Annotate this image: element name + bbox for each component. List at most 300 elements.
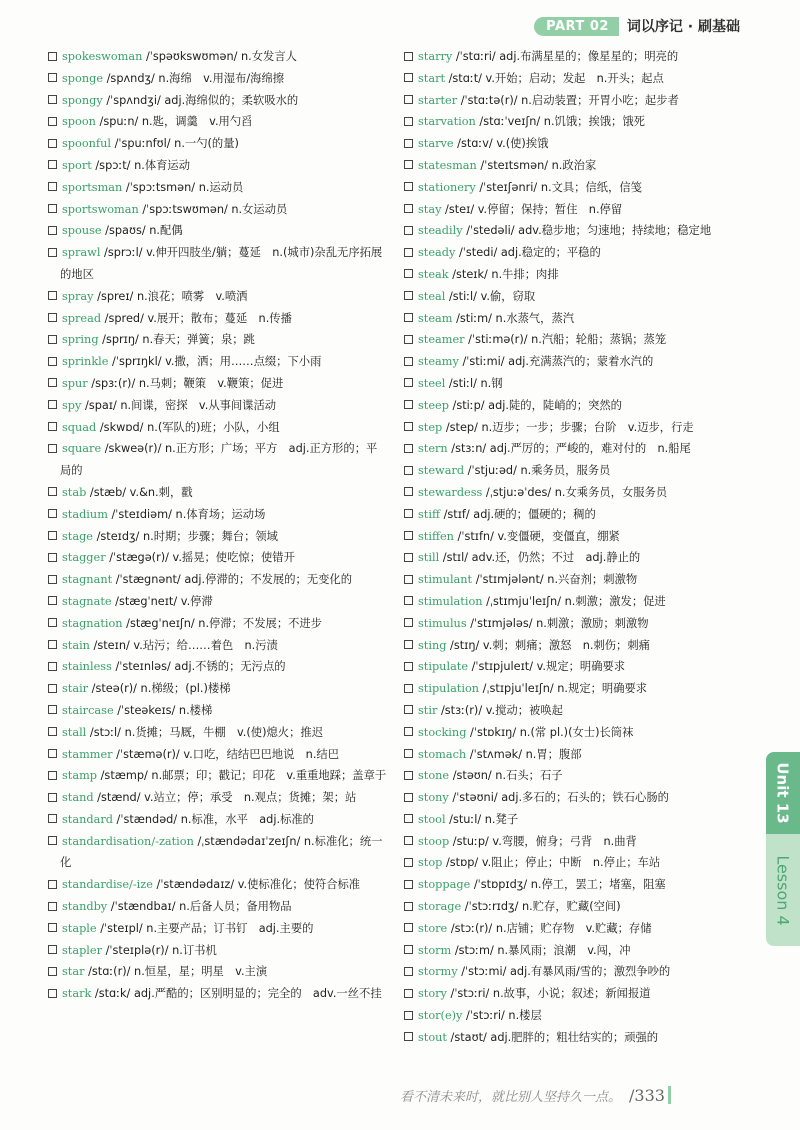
- vocab-definition: /ˈstʌmək/ n.胃；腹部: [466, 747, 582, 761]
- vocab-word: stomach: [418, 747, 467, 761]
- vocab-definition: /stægˈneɪt/ v.停滞: [111, 594, 213, 608]
- vocab-entry: [48, 678, 388, 700]
- checkbox-icon[interactable]: [404, 967, 413, 976]
- vocab-definition: /ˈsteɪplə(r)/ n.订书机: [102, 943, 217, 957]
- checkbox-icon[interactable]: [404, 139, 413, 148]
- checkbox-icon[interactable]: [404, 509, 413, 518]
- unit-side-tab: [766, 752, 800, 946]
- checkbox-icon[interactable]: [48, 814, 57, 823]
- checkbox-icon[interactable]: [48, 902, 57, 911]
- checkbox-icon[interactable]: [404, 466, 413, 475]
- checkbox-icon[interactable]: [404, 902, 413, 911]
- vocab-word: stout: [418, 1030, 447, 1044]
- vocab-definition: /stænd/ v.站立；停；承受 n.观点；货摊；架；站: [93, 791, 357, 805]
- vocab-definition: /ˈsteɪnləs/ adj.不锈的；无污点的: [111, 660, 286, 674]
- checkbox-icon[interactable]: [404, 989, 413, 998]
- checkbox-icon[interactable]: [404, 1011, 413, 1020]
- checkbox-icon[interactable]: [404, 727, 413, 736]
- vocab-word: stool: [418, 812, 446, 826]
- vocab-definition: /stuːp/ v.弯腰，俯身；弓背 n.曲背: [449, 834, 637, 848]
- vocab-entry: [404, 329, 744, 351]
- vocab-definition: /ˌstɪpjuˈleɪʃn/ n.规定；明确要求: [479, 682, 648, 696]
- page-bar: [668, 1086, 671, 1104]
- checkbox-icon[interactable]: [404, 182, 413, 191]
- vocab-definition: /sprɔːl/ v.伸开四肢坐/躺；蔓延 n.(城市)杂乱无序拓展的地区: [60, 246, 383, 281]
- vocab-word: steal: [418, 289, 446, 303]
- vocab-word: stay: [418, 202, 442, 216]
- vocab-word: stormy: [418, 965, 458, 979]
- checkbox-icon[interactable]: [404, 858, 413, 867]
- checkbox-icon[interactable]: [404, 880, 413, 889]
- vocab-entry: [48, 983, 388, 1005]
- checkbox-icon[interactable]: [404, 836, 413, 845]
- vocab-entry: [404, 264, 744, 286]
- vocab-entry: [404, 831, 744, 853]
- vocab-word: stir: [418, 703, 438, 717]
- checkbox-icon[interactable]: [48, 422, 57, 431]
- vocab-definition: /ˈspuːnfʊl/ n.一勺(的量): [110, 137, 239, 151]
- checkbox-icon[interactable]: [404, 204, 413, 213]
- checkbox-icon[interactable]: [48, 117, 57, 126]
- vocab-definition: /ˈstjuːəd/ n.乘务员，服务员: [464, 464, 611, 478]
- vocab-entry: [404, 46, 744, 68]
- part-badge: PART 02: [534, 17, 619, 36]
- vocab-entry: [48, 155, 388, 177]
- vocab-word: steep: [418, 398, 449, 412]
- vocab-word: stimulant: [418, 573, 473, 587]
- checkbox-icon[interactable]: [48, 509, 57, 518]
- vocab-word: steward: [418, 464, 465, 478]
- checkbox-icon[interactable]: [404, 705, 413, 714]
- checkbox-icon[interactable]: [48, 95, 57, 104]
- vocab-word: spouse: [62, 224, 102, 238]
- checkbox-icon[interactable]: [404, 618, 413, 627]
- vocab-entry: [48, 940, 388, 962]
- vocab-word: still: [418, 551, 440, 565]
- vocab-definition: /stɑːk/ adj.严酷的；区别明显的；完全的 adv.一丝不挂: [91, 987, 382, 1001]
- vocab-entry: [48, 591, 388, 613]
- vocab-definition: /ˈstɒpɪdʒ/ n.停工，罢工；堵塞，阻塞: [470, 878, 666, 892]
- vocab-entry: [48, 111, 388, 133]
- vocab-definition: /ˈspʌndʒi/ adj.海绵似的；柔软吸水的: [102, 93, 299, 107]
- checkbox-icon[interactable]: [48, 880, 57, 889]
- checkbox-icon[interactable]: [48, 226, 57, 235]
- vocab-entry: [48, 896, 388, 918]
- vocab-entry: [48, 765, 388, 787]
- checkbox-icon[interactable]: [48, 618, 57, 627]
- vocab-definition: /steɪdʒ/ n.时期；步骤；舞台；领域: [93, 529, 278, 543]
- vocab-word: store: [418, 921, 448, 935]
- vocab-definition: /spɔːt/ n.体育运动: [91, 158, 191, 172]
- vocab-definition: /ˌstɪmjuˈleɪʃn/ n.刺激；激发；促进: [482, 594, 666, 608]
- vocab-word: stewardess: [418, 485, 483, 499]
- vocab-entry: [404, 133, 744, 155]
- vocab-word: stadium: [62, 507, 108, 521]
- vocab-entry: [404, 1005, 744, 1027]
- vocab-word: steamy: [418, 355, 459, 369]
- vocab-definition: /steɪ/ v.停留；保持；暂住 n.停留: [441, 202, 623, 216]
- vocab-word: sting: [418, 638, 447, 652]
- checkbox-icon[interactable]: [48, 531, 57, 540]
- vocab-word: stipulation: [418, 682, 480, 696]
- vocab-entry: [404, 765, 744, 787]
- vocab-definition: /ˈsteɪtsmən/ n.政治家: [476, 158, 597, 172]
- vocab-entry: [48, 722, 388, 744]
- vocab-definition: /stɔː(r)/ n.店铺；贮存物 v.贮藏；存储: [447, 921, 652, 935]
- vocab-word: step: [418, 420, 443, 434]
- vocab-definition: /spaʊs/ n.配偶: [101, 224, 183, 238]
- checkbox-icon[interactable]: [48, 967, 57, 976]
- checkbox-icon[interactable]: [404, 945, 413, 954]
- vocab-definition: /stæmp/ n.邮票；印；戳记；印花 v.重重地踩；盖章于: [97, 769, 387, 783]
- page-number: /333: [629, 1085, 665, 1105]
- checkbox-icon[interactable]: [404, 771, 413, 780]
- checkbox-icon[interactable]: [48, 684, 57, 693]
- vocab-word: spread: [62, 311, 102, 325]
- checkbox-icon[interactable]: [404, 73, 413, 82]
- vocab-entry: [48, 744, 388, 766]
- vocab-word: steel: [418, 376, 446, 390]
- checkbox-icon[interactable]: [404, 269, 413, 278]
- checkbox-icon[interactable]: [404, 52, 413, 61]
- vocab-word: stor(e)y: [418, 1009, 463, 1023]
- checkbox-icon[interactable]: [404, 95, 413, 104]
- vocab-definition: /ˈstɔːri/ n.故事，小说；叙述；新闻报道: [446, 987, 651, 1001]
- checkbox-icon[interactable]: [48, 444, 57, 453]
- vocab-definition: /ˈstændbaɪ/ n.后备人员；备用物品: [107, 900, 292, 914]
- vocab-definition: /ˌstjuːəˈdes/ n.女乘务员，女服务员: [482, 485, 668, 499]
- vocab-word: steady: [418, 246, 456, 260]
- right-column: [404, 46, 744, 1049]
- vocab-entry: [48, 831, 388, 875]
- vocab-definition: /ˈsteəkeɪs/ n.楼梯: [113, 703, 213, 717]
- vocab-word: stiff: [418, 507, 440, 521]
- vocab-word: sprawl: [62, 246, 101, 260]
- vocab-definition: /ˈstɪfn/ v.变僵硬，变僵直，绷紧: [453, 529, 620, 543]
- vocab-definition: /stiːl/ v.偷，窃取: [445, 289, 536, 303]
- vocab-entry: [48, 133, 388, 155]
- vocab-definition: /ˈstɪmjələs/ n.刺激；激励；刺激物: [466, 616, 649, 630]
- vocab-entry: [404, 68, 744, 90]
- vocab-word: standardise/-ize: [62, 878, 153, 892]
- vocab-definition: /ˈstægnənt/ adj.停滞的；不发展的；无变化的: [112, 573, 353, 587]
- checkbox-icon[interactable]: [404, 291, 413, 300]
- vocab-entry: [404, 460, 744, 482]
- vocab-definition: /ˈsteɪdiəm/ n.体育场；运动场: [107, 507, 266, 521]
- vocab-entry: [48, 199, 388, 221]
- vocab-entry: [404, 852, 744, 874]
- checkbox-icon[interactable]: [404, 400, 413, 409]
- checkbox-icon[interactable]: [48, 248, 57, 257]
- header-title: 词以序记 · 刷基础: [626, 19, 740, 35]
- vocab-word: spoonful: [62, 137, 111, 151]
- vocab-definition: /ˈstiːmə(r)/ n.汽船；轮船；蒸锅；蒸笼: [464, 333, 667, 347]
- vocab-definition: /skwɒd/ n.(军队的)班；小队，小组: [96, 420, 280, 434]
- vocab-word: square: [62, 442, 102, 456]
- vocab-word: starter: [418, 93, 458, 107]
- left-column: [48, 46, 388, 1005]
- vocab-entry: [404, 635, 744, 657]
- vocab-word: stagnation: [62, 616, 123, 630]
- vocab-word: stainless: [62, 660, 112, 674]
- vocab-entry: [48, 329, 388, 351]
- vocab-word: stair: [62, 682, 89, 696]
- vocab-definition: /ˈstɪpjuleɪt/ v.规定；明确要求: [468, 660, 626, 674]
- vocab-word: stammer: [62, 747, 113, 761]
- vocab-definition: /staʊt/ adj.肥胖的；粗壮结实的；顽强的: [446, 1030, 659, 1044]
- vocab-word: starry: [418, 50, 453, 63]
- vocab-word: stern: [418, 442, 448, 456]
- vocab-word: storm: [418, 943, 452, 957]
- checkbox-icon[interactable]: [404, 487, 413, 496]
- checkbox-icon[interactable]: [404, 749, 413, 758]
- vocab-entry: [48, 656, 388, 678]
- vocab-definition: /stɑː(r)/ n.恒星，星；明星 v.主演: [84, 965, 268, 979]
- vocab-word: stoppage: [418, 878, 471, 892]
- vocab-entry: [404, 482, 744, 504]
- vocab-word: sportswoman: [62, 202, 139, 216]
- checkbox-icon[interactable]: [48, 73, 57, 82]
- checkbox-icon[interactable]: [48, 575, 57, 584]
- vocab-definition: /stiːp/ adj.陡的，陡峭的；突然的: [448, 398, 622, 412]
- checkbox-icon[interactable]: [404, 662, 413, 671]
- vocab-word: spy: [62, 398, 82, 412]
- checkbox-icon[interactable]: [48, 160, 57, 169]
- vocab-entry: [48, 787, 388, 809]
- vocab-definition: /stɑːv/ v.(使)挨饿: [453, 137, 549, 151]
- checkbox-icon[interactable]: [48, 596, 57, 605]
- vocab-definition: /ˈstɑːtə(r)/ n.启动装置；开胃小吃；起步者: [457, 93, 679, 107]
- vocab-entry: [404, 111, 744, 133]
- vocab-definition: /step/ n.迈步；一步；步骤；台阶 v.迈步，行走: [442, 420, 694, 434]
- vocab-entry: [404, 242, 744, 264]
- vocab-word: stapler: [62, 943, 103, 957]
- checkbox-icon[interactable]: [404, 248, 413, 257]
- checkbox-icon[interactable]: [404, 422, 413, 431]
- checkbox-icon[interactable]: [48, 836, 57, 845]
- checkbox-icon[interactable]: [48, 335, 57, 344]
- vocab-word: stony: [418, 791, 449, 805]
- vocab-word: stage: [62, 529, 93, 543]
- checkbox-icon[interactable]: [404, 923, 413, 932]
- vocab-entry: [48, 68, 388, 90]
- vocab-word: stiffen: [418, 529, 454, 543]
- vocab-definition: /ˈspɔːtsmən/ n.运动员: [122, 180, 244, 194]
- vocab-definition: /sprɪŋ/ n.春天；弹簧；泉；跳: [98, 333, 255, 347]
- vocab-entry: [48, 46, 388, 68]
- vocab-entry: [48, 395, 388, 417]
- vocab-word: sprinkle: [62, 355, 109, 369]
- unit-label: Unit 13: [766, 752, 800, 834]
- vocab-definition: /ˈstɒkɪŋ/ n.(常 pl.)(女士)长筒袜: [466, 725, 634, 739]
- checkbox-icon[interactable]: [48, 749, 57, 758]
- vocab-word: stimulation: [418, 594, 483, 608]
- vocab-entry: [48, 700, 388, 722]
- vocab-word: spokeswoman: [62, 50, 143, 63]
- lesson-label: Lesson 4: [773, 854, 793, 926]
- checkbox-icon[interactable]: [48, 793, 57, 802]
- vocab-word: stall: [62, 725, 87, 739]
- checkbox-icon[interactable]: [48, 139, 57, 148]
- vocab-definition: /spreɪ/ n.浪花；喷雾 v.喷洒: [93, 289, 248, 303]
- vocab-entry: [404, 918, 744, 940]
- vocab-word: steamer: [418, 333, 465, 347]
- vocab-definition: /spuːn/ n.匙，调羹 v.用勺舀: [95, 115, 253, 129]
- vocab-entry: [48, 417, 388, 439]
- vocab-entry: [404, 983, 744, 1005]
- vocab-entry: [48, 874, 388, 896]
- checkbox-icon[interactable]: [404, 160, 413, 169]
- checkbox-icon[interactable]: [48, 400, 57, 409]
- vocab-word: steak: [418, 267, 449, 281]
- vocab-word: standard: [62, 812, 113, 826]
- page-footer: [400, 1084, 750, 1106]
- vocab-definition: /steə(r)/ n.梯级；(pl.)楼梯: [88, 682, 231, 696]
- vocab-entry: [404, 286, 744, 308]
- vocab-entry: [404, 700, 744, 722]
- vocab-entry: [404, 155, 744, 177]
- vocab-entry: [404, 961, 744, 983]
- vocab-entry: [404, 504, 744, 526]
- checkbox-icon[interactable]: [404, 814, 413, 823]
- vocab-entry: [404, 569, 744, 591]
- vocab-word: stab: [62, 485, 87, 499]
- vocab-definition: /stɪf/ adj.硬的；僵硬的；稠的: [439, 507, 596, 521]
- vocab-definition: /stɔːm/ n.暴风雨；浪潮 v.闯，冲: [451, 943, 631, 957]
- vocab-definition: /ˈstændədaɪz/ v.使标准化；使符合标准: [152, 878, 361, 892]
- checkbox-icon[interactable]: [48, 182, 57, 191]
- vocab-word: sponge: [62, 71, 104, 85]
- vocab-entry: [404, 351, 744, 373]
- vocab-definition: /ˈstɪmjələnt/ n.兴奋剂；刺激物: [472, 573, 638, 587]
- vocab-definition: /spaɪ/ n.间谍，密探 v.从事间谍活动: [81, 398, 277, 412]
- checkbox-icon[interactable]: [404, 117, 413, 126]
- vocab-entry: [48, 220, 388, 242]
- vocab-entry: [404, 809, 744, 831]
- vocab-definition: /spʌndʒ/ n.海绵 v.用湿布/海绵擦: [103, 71, 285, 85]
- vocab-word: stand: [62, 791, 94, 805]
- vocab-entry: [404, 417, 744, 439]
- vocab-word: steadily: [418, 224, 463, 238]
- vocab-definition: /ˈstægə(r)/ v.摇晃；使吃惊；使错开: [105, 551, 295, 565]
- vocab-entry: [48, 482, 388, 504]
- vocab-definition: /stæb/ v.&n.刺，戳: [86, 485, 193, 499]
- checkbox-icon[interactable]: [404, 684, 413, 693]
- vocab-entry: [404, 373, 744, 395]
- vocab-definition: /stiːm/ n.水蒸气，蒸汽: [452, 311, 575, 325]
- vocab-definition: /ˈsprɪŋkl/ v.撒，洒；用……点缀；下小雨: [108, 355, 322, 369]
- vocab-entry: [404, 526, 744, 548]
- checkbox-icon[interactable]: [48, 291, 57, 300]
- vocab-entry: [48, 961, 388, 983]
- vocab-entry: [404, 220, 744, 242]
- checkbox-icon[interactable]: [404, 596, 413, 605]
- vocab-definition: /ˈstɔːrɪdʒ/ n.贮存，贮藏(空间): [461, 900, 621, 914]
- vocab-definition: /ˈstɑːri/ adj.布满星星的；像星星的；明亮的: [452, 50, 679, 63]
- checkbox-icon[interactable]: [48, 945, 57, 954]
- vocab-definition: /ˈsteɪpl/ n.主要产品；订书钉 adj.主要的: [96, 921, 314, 935]
- vocab-definition: /stiːl/ n.钢: [445, 376, 503, 390]
- checkbox-icon[interactable]: [48, 989, 57, 998]
- vocab-entry: [404, 874, 744, 896]
- vocab-definition: /stɜːn/ adj.严厉的；严峻的，难对付的 n.船尾: [447, 442, 691, 456]
- checkbox-icon[interactable]: [404, 313, 413, 322]
- vocab-entry: [48, 547, 388, 569]
- checkbox-icon[interactable]: [404, 553, 413, 562]
- checkbox-icon[interactable]: [48, 52, 57, 61]
- vocab-definition: /stɒp/ v.阻止；停止；中断 n.停止；车站: [442, 856, 661, 870]
- vocab-entry: [48, 918, 388, 940]
- checkbox-icon[interactable]: [48, 378, 57, 387]
- vocab-definition: /ˈspɔːtswʊmən/ n.女运动员: [138, 202, 288, 216]
- vocab-definition: /spɜː(r)/ n.马刺；鞭策 v.鞭策；促进: [87, 376, 284, 390]
- vocab-definition: /ˈstedəli/ adv.稳步地；匀速地；持续地；稳定地: [462, 224, 712, 238]
- vocab-entry: [404, 547, 744, 569]
- vocab-word: staple: [62, 921, 97, 935]
- vocab-word: squad: [62, 420, 97, 434]
- checkbox-icon[interactable]: [404, 793, 413, 802]
- vocab-word: stagnate: [62, 594, 112, 608]
- vocab-definition: /skweə(r)/ n.正方形；广场；平方 adj.正方形的；平局的: [60, 442, 378, 478]
- vocab-entry: [404, 177, 744, 199]
- checkbox-icon[interactable]: [48, 204, 57, 213]
- checkbox-icon[interactable]: [404, 226, 413, 235]
- checkbox-icon[interactable]: [404, 378, 413, 387]
- vocab-entry: [404, 678, 744, 700]
- vocab-definition: /stɔːl/ n.货摊；马厩，牛棚 v.(使)熄火；推迟: [86, 725, 323, 739]
- checkbox-icon[interactable]: [48, 662, 57, 671]
- vocab-entry: [404, 722, 744, 744]
- checkbox-icon[interactable]: [404, 357, 413, 366]
- checkbox-icon[interactable]: [404, 335, 413, 344]
- checkbox-icon[interactable]: [48, 313, 57, 322]
- checkbox-icon[interactable]: [48, 553, 57, 562]
- vocab-entry: [48, 308, 388, 330]
- checkbox-icon[interactable]: [48, 727, 57, 736]
- vocab-definition: /ˈstændəd/ n.标准，水平 adj.标准的: [112, 812, 314, 826]
- checkbox-icon[interactable]: [48, 705, 57, 714]
- vocab-word: steam: [418, 311, 453, 325]
- vocab-entry: [404, 1027, 744, 1049]
- checkbox-icon[interactable]: [404, 444, 413, 453]
- vocab-word: storage: [418, 900, 462, 914]
- checkbox-icon[interactable]: [48, 640, 57, 649]
- checkbox-icon[interactable]: [404, 1032, 413, 1041]
- vocab-word: sportsman: [62, 180, 123, 194]
- vocab-definition: /ˈstɔːri/ n.楼层: [462, 1009, 542, 1023]
- vocab-definition: /steɪn/ v.玷污；给……着色 n.污渍: [89, 638, 278, 652]
- vocab-word: starve: [418, 137, 454, 151]
- vocab-entry: [48, 242, 388, 286]
- vocab-definition: /ˈstæmə(r)/ v.口吃，结结巴巴地说 n.结巴: [112, 747, 340, 761]
- checkbox-icon[interactable]: [404, 575, 413, 584]
- vocab-entry: [404, 591, 744, 613]
- checkbox-icon[interactable]: [48, 771, 57, 780]
- vocab-word: stamp: [62, 769, 98, 783]
- checkbox-icon[interactable]: [404, 531, 413, 540]
- vocab-entry: [48, 90, 388, 112]
- vocab-word: stark: [62, 987, 92, 1001]
- vocab-definition: /ˈspəʊkswʊmən/ n.女发言人: [142, 50, 297, 63]
- checkbox-icon[interactable]: [48, 923, 57, 932]
- checkbox-icon[interactable]: [404, 640, 413, 649]
- vocab-word: standby: [62, 900, 108, 914]
- checkbox-icon[interactable]: [48, 357, 57, 366]
- vocab-entry: [404, 656, 744, 678]
- checkbox-icon[interactable]: [48, 487, 57, 496]
- vocab-entry: [48, 526, 388, 548]
- vocab-entry: [404, 395, 744, 417]
